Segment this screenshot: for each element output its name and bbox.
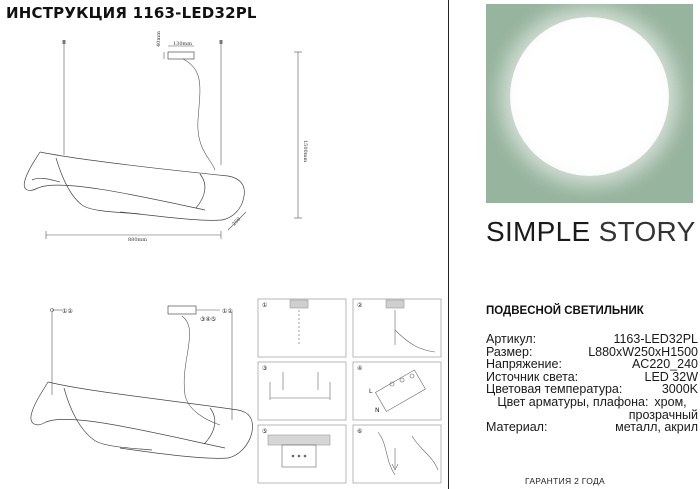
callout-2: ③④⑤: [200, 316, 217, 323]
spec-label: Источник света:: [486, 369, 579, 384]
canopy-height-label: 40mm: [156, 31, 162, 47]
step-3-number: ③: [262, 365, 268, 372]
spec-row: [486, 358, 698, 371]
spec-value: хром,: [654, 394, 687, 409]
brand-name-part1: SIMPLE: [486, 216, 591, 247]
warranty-note: ГАРАНТИЯ 2 ГОДА: [525, 476, 605, 486]
wiring-label-l: L: [369, 388, 373, 395]
spec-value: металл, акрил: [615, 420, 698, 435]
step-2-number: ②: [357, 302, 363, 309]
step-1-number: ①: [262, 302, 268, 309]
divider: [448, 0, 449, 489]
step-5-number: ⑤: [262, 428, 268, 435]
cable-length-label: 1500mm: [302, 140, 308, 163]
spec-label: Напряжение:: [486, 357, 562, 372]
spec-row: [486, 333, 698, 346]
spec-value: 3000K: [661, 382, 698, 397]
assembly-drawing: [31, 306, 253, 458]
page-title: ИНСТРУКЦИЯ 1163-LED32PL: [6, 4, 257, 22]
logo-circle: [510, 17, 669, 176]
spec-row: [486, 396, 698, 409]
spec-list: [486, 333, 698, 434]
brand-name: [486, 216, 696, 248]
dimension-drawing: [24, 40, 302, 239]
step-4-number: ④: [357, 365, 363, 372]
brand-name-part2: STORY: [598, 216, 696, 247]
spec-value: прозрачный: [628, 407, 698, 422]
spec-value: 1163-LED32PL: [613, 332, 698, 346]
spec-value: L880xW250xH1500: [588, 344, 698, 359]
step-6-number: ⑥: [357, 428, 363, 435]
spec-label: Цвет арматуры, плафона:: [497, 394, 649, 409]
spec-row: [486, 421, 698, 434]
spec-label: Цветовая температура:: [486, 382, 623, 397]
width-label: 250: [231, 216, 243, 228]
spec-value: AC220_240: [631, 357, 698, 372]
spec-label: Артикул:: [486, 332, 537, 346]
wiring-label-n: N: [375, 407, 380, 414]
callout-1: ①②: [62, 308, 73, 315]
spec-label: Размер:: [486, 344, 533, 359]
length-label: 880mm: [128, 237, 148, 243]
product-type: ПОДВЕСНОЙ СВЕТИЛЬНИК: [486, 305, 644, 317]
spec-label: Материал:: [486, 420, 548, 435]
canopy-width-label: 130mm: [173, 41, 193, 47]
assembly-steps: [258, 299, 441, 483]
brand-logo: [486, 4, 693, 203]
spec-value: LED 32W: [644, 369, 698, 384]
callout-3: ①②: [222, 308, 233, 315]
